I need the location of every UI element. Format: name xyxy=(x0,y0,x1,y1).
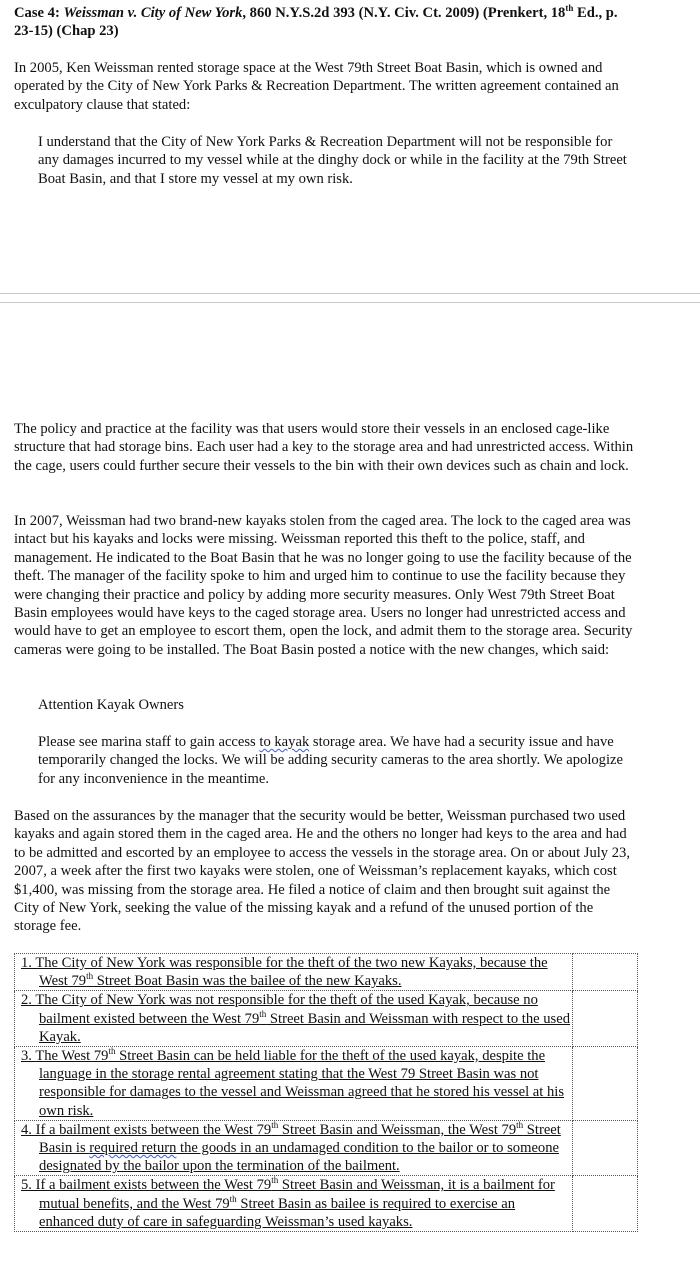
question-cell xyxy=(15,991,573,1047)
page-break-divider xyxy=(0,293,700,303)
question-row xyxy=(15,991,638,1047)
heading-prefix: Case 4: xyxy=(14,5,64,21)
notice-body-start: Please see marina staff to gain access xyxy=(38,734,260,750)
paragraph-replacement: Based on the assurances by the manager that the security would be better, Weissman purchased two used kayaks and again stored them in the caged area. He and the others no longer had keys to the area and had to be admitted and escorted by an employee to access the vessels in the storage area. On or about July 23, 2007, a week after the first two kayaks were stolen, one of Weissman’s replacement kayaks, which cost $1,400, was missing from the storage area. He filed a notice of claim and then brought suit against the City of New York, seeking the value of the missing kayak and a refund of the unused portion of the storage fee. xyxy=(14,808,630,935)
notice-title: Attention Kayak Owners xyxy=(38,697,184,713)
question-cell xyxy=(15,1120,573,1176)
question-text: 5. If a bailment exists between the West 79th Street Basin and Weissman, it is a bailment for mutual benefits, and the West 79th Street Basin as bailee is required to exercise an enhanced duty of care in safeguarding Weissman’s used kayaks. xyxy=(21,1175,555,1230)
question-cell xyxy=(15,1176,573,1232)
answer-cell[interactable] xyxy=(573,1120,638,1176)
case-heading xyxy=(14,4,638,41)
question-text: 2. The City of New York was not responsible for the theft of the used Kayak, because no bailment existed between the West 79th Street Basin and Weissman with respect to the used Kayak. xyxy=(21,992,571,1045)
answer-cell[interactable] xyxy=(573,1047,638,1121)
answer-cell[interactable] xyxy=(573,991,638,1047)
paragraph-policy: The policy and practice at the facility was that users would store their vessels in an enclosed cage-like structure that had storage bins. Each user had a key to the storage area and had unrestricted access. Within the cage, users could further secure their vessels to the bin with their own devices such as chain and lock. xyxy=(14,421,634,474)
case-citation: , 860 N.Y.S.2d 393 (N.Y. Civ. Ct. 2009) (Prenkert, 18 xyxy=(242,5,566,21)
question-row xyxy=(15,1047,638,1121)
heading-suffix: Ed., p. 23-15) (Chap 23) xyxy=(14,5,618,40)
question-cell xyxy=(15,954,573,991)
question-text: 3. The West 79th Street Basin can be held liable for the theft of the used kayak, despite the language in the storage rental agreement stating that the West 79 Street Basin was not responsible for damages to the vessel and Weissman agreed that he stored his vessel at his own risk. xyxy=(21,1046,565,1119)
question-cell xyxy=(15,1047,573,1121)
spellcheck-flag: required return xyxy=(89,1140,177,1157)
notice-body-end: storage area. We have had a security issue and have temporarily changed the locks. We will be adding security cameras to the area shortly. We apologize for any inconvenience in the meantime. xyxy=(38,734,623,787)
spellcheck-flag: to kayak xyxy=(259,734,310,750)
answer-cell[interactable] xyxy=(573,1176,638,1232)
answer-cell[interactable] xyxy=(573,954,638,991)
exculpatory-clause-quote: I understand that the City of New York Parks & Recreation Department will not be responsible for any damages incurred to my vessel while at the dinghy dock or while in the facility at the 79th Street Boat Basin, and that I store my vessel at my own risk. xyxy=(38,134,627,187)
question-text: 1. The City of New York was responsible for the theft of the two new Kayaks, because the West 79th Street Boat Basin was the bailee of the new Kayaks. xyxy=(21,955,548,990)
heading-sup: th xyxy=(565,3,574,14)
question-row xyxy=(15,954,638,991)
question-text: 4. If a bailment exists between the West 79th Street Basin and Weissman, the West 79th Street Basin is required return the goods in an undamaged condition to the bailor or to someone designated by the bailor upon the termination of the bailment. xyxy=(21,1119,561,1175)
question-row xyxy=(15,1176,638,1232)
paragraph-theft: In 2007, Weissman had two brand-new kayaks stolen from the caged area. The lock to the caged area was intact but his kayaks and locks were missing. Weissman reported this theft to the police, staff, and management. He indicated to the Boat Basin that he was no longer going to use the facility because of the theft. The manager of the facility spoke to him and urged him to continue to use the facility because they were changing their practice and policy by adding more security measures. Only West 79th Street Boat Basin employees would have keys to the caged storage area. Users no longer had unrestricted access and would have to get an employee to escort them, open the lock, and admit them to the storage area. Security cameras were going to be installed. The Boat Basin posted a notice with the new changes, which said: xyxy=(14,513,633,658)
notice-body xyxy=(38,733,628,788)
case-name: Weissman v. City of New York xyxy=(63,5,243,21)
question-row xyxy=(15,1120,638,1176)
paragraph-intro: In 2005, Ken Weissman rented storage space at the West 79th Street Boat Basin, which is owned and operated by the City of New York Parks & Recreation Department. The written agreement contained an exculpatory clause that stated: xyxy=(14,60,619,113)
questions-table xyxy=(14,953,638,1232)
